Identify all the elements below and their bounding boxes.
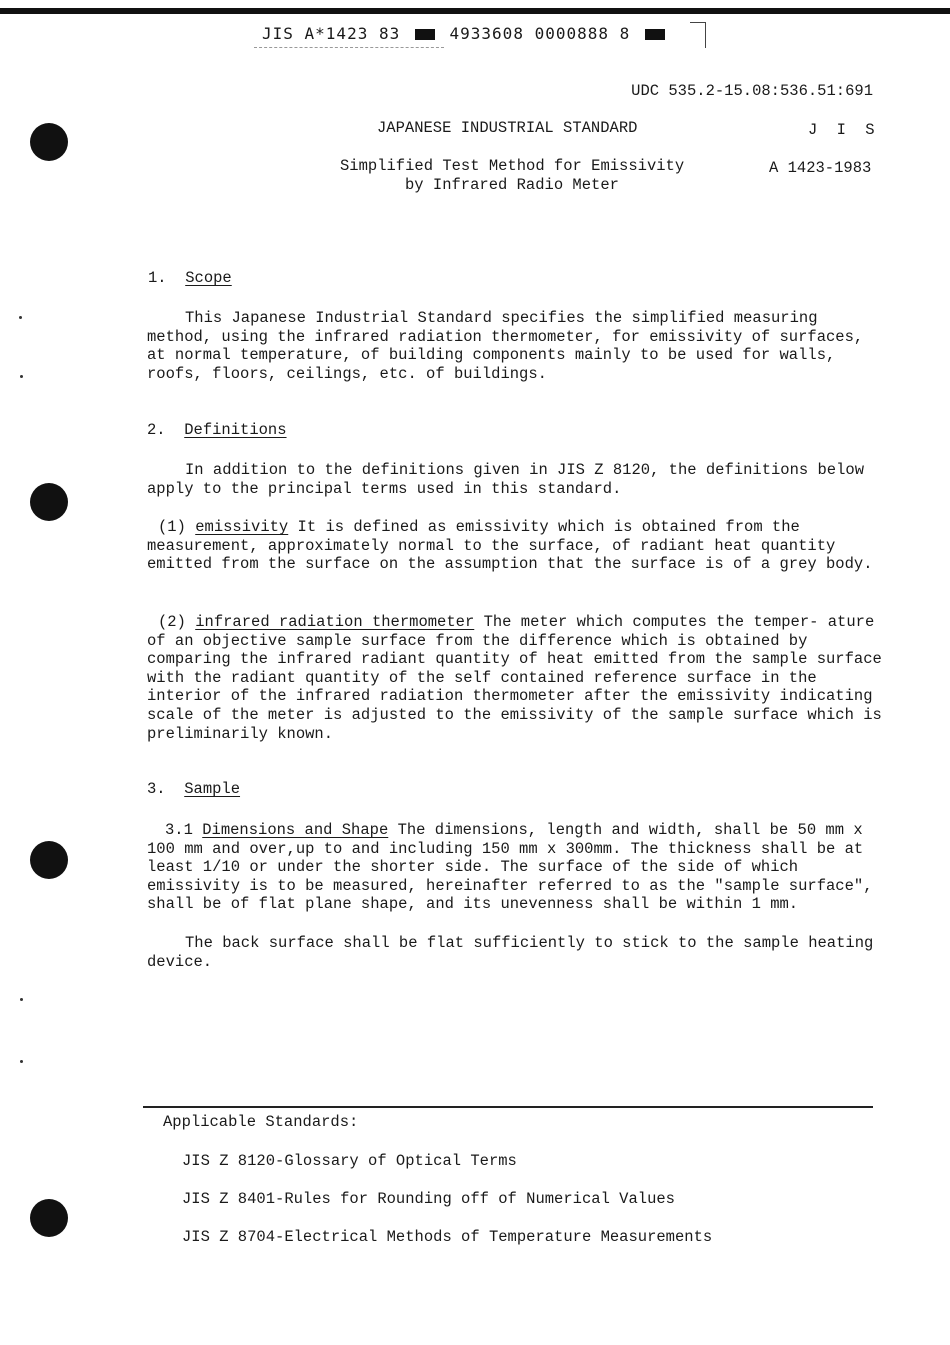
definition-number: (2) <box>158 613 186 631</box>
section-1-heading <box>148 269 232 287</box>
section-number: 2. <box>147 421 166 439</box>
catalog-number-text: 4933608 0000888 8 <box>449 24 631 43</box>
document-title-line1: Simplified Test Method for Emissivity <box>340 157 685 175</box>
definition-1 <box>147 518 887 574</box>
section-title: Scope <box>185 269 232 287</box>
scan-speck <box>20 375 23 378</box>
applicable-standard-item: JIS Z 8704-Electrical Methods of Temperature Measurements <box>182 1228 713 1246</box>
subsection-3-1-paragraph-2: The back surface shall be flat sufficiently to stick to the sample heating device. <box>147 934 874 971</box>
jis-mark: J I S <box>808 121 880 139</box>
applicable-standard-item: JIS Z 8401-Rules for Rounding off of Numerical Values <box>182 1190 675 1208</box>
definition-number: (1) <box>158 518 186 536</box>
applicable-standards-title: Applicable Standards: <box>163 1113 359 1131</box>
definition-term: infrared radiation thermometer <box>195 613 475 631</box>
document-title-line2: by Infrared Radio Meter <box>405 176 619 194</box>
applicable-standard-item: JIS Z 8120-Glossary of Optical Terms <box>182 1152 517 1170</box>
barcode-block-icon <box>645 29 665 40</box>
catalog-underline <box>254 47 444 48</box>
definition-2 <box>147 613 887 743</box>
punch-hole-icon <box>30 123 68 161</box>
standard-organization: JAPANESE INDUSTRIAL STANDARD <box>377 119 638 137</box>
section-2-heading <box>147 421 287 439</box>
subsection-3-1 <box>147 821 887 914</box>
section-number: 1. <box>148 269 167 287</box>
subsection-number: 3.1 <box>165 821 193 839</box>
margin-tick <box>705 22 706 48</box>
subsection-title: Dimensions and Shape <box>202 821 389 839</box>
subsection-text: The dimensions, length and width, shall be 50 mm x 100 mm and over,up to and including 150 mm x 300mm. The thickness shall be at least 1/10 or under the shorter side. The surface of the side of which emissivity is to be measured, hereinafter referred to as the "sample surface", shall be of flat plane shape, and its unevenness shall be within 1 mm. <box>147 821 873 914</box>
punch-hole-icon <box>30 483 68 521</box>
definition-text: The meter which computes the temper- ature of an objective sample surface from the difference which is obtained by comparing the infrared radiant quantity of heat emitted from the sample surface with the radiant quantity of the self contained reference surface in the interior of the infrared radiation thermometer after the emissivity indicating scale of the meter is adjusted to the emissivity of the sample surface which is preliminarily known. <box>147 613 882 743</box>
catalog-code <box>262 24 669 43</box>
udc-number: UDC 535.2-15.08:536.51:691 <box>631 82 873 100</box>
section-number: 3. <box>147 780 166 798</box>
footnote-rule <box>143 1106 873 1108</box>
definition-text: It is defined as emissivity which is obtained from the measurement, approximately normal to the surface, of radiant heat quantity emitted from the surface on the assumption that the surface is of a grey body. <box>147 518 873 574</box>
margin-tick <box>690 22 706 23</box>
section-title: Sample <box>184 780 241 798</box>
section-2-intro: In addition to the definitions given in JIS Z 8120, the definitions below apply to the principal terms used in this standard. <box>147 461 865 498</box>
catalog-code-text: JIS A*1423 83 <box>262 24 401 43</box>
scan-speck <box>19 316 22 319</box>
definition-term: emissivity <box>195 518 289 536</box>
punch-hole-icon <box>30 1199 68 1237</box>
punch-hole-icon <box>30 841 68 879</box>
section-3-heading <box>147 780 240 798</box>
scan-speck <box>20 1060 23 1063</box>
section-1-body: This Japanese Industrial Standard specifies the simplified measuring method, using the infrared radiation thermometer, for emissivity of surfaces, at normal temperature, of building components mainly to be used for walls, roofs, floors, ceilings, etc. of buildings. <box>147 309 864 383</box>
standard-number: A 1423-1983 <box>769 159 872 177</box>
scan-speck <box>20 998 23 1001</box>
section-title: Definitions <box>184 421 287 439</box>
barcode-block-icon <box>415 29 435 40</box>
top-border-bar <box>0 8 950 14</box>
